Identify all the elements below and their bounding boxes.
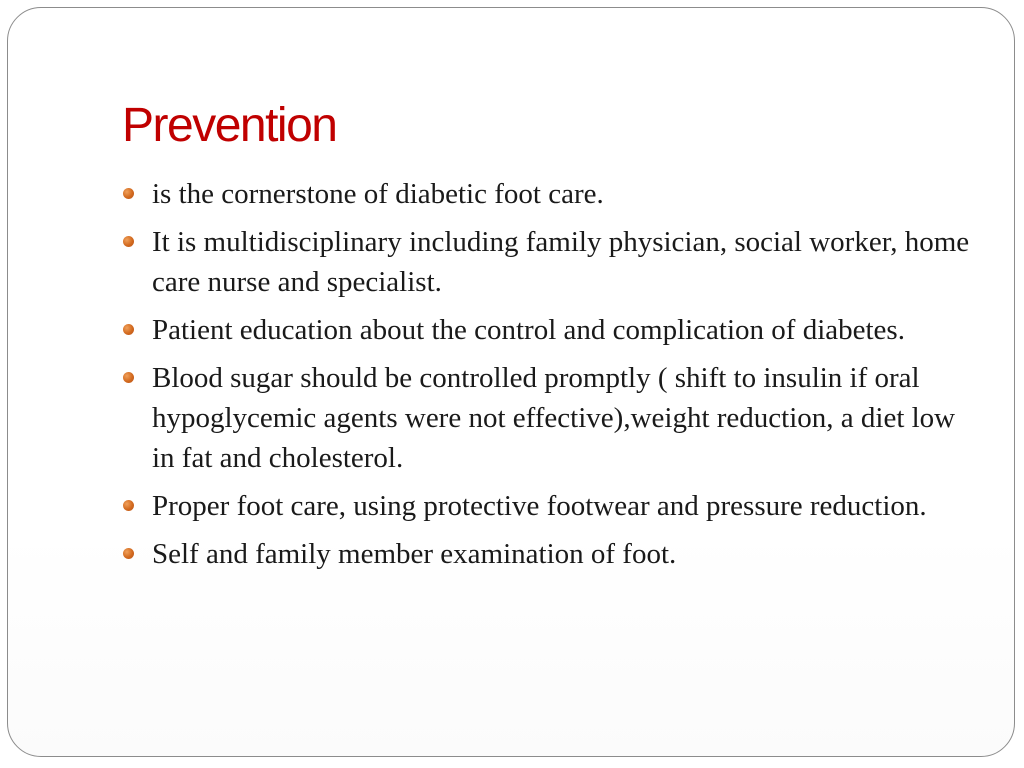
- bullet-item: [122, 310, 982, 350]
- bullet-text: Patient education about the control and complication of diabetes.: [152, 314, 905, 346]
- bullet-text: Proper foot care, using protective footwear and pressure reduction.: [152, 490, 927, 522]
- bullet-item: [122, 534, 982, 574]
- bullet-text: Self and family member examination of foot.: [152, 538, 677, 570]
- bullet-text: is the cornerstone of diabetic foot care.: [152, 178, 604, 210]
- bullet-item: [122, 358, 982, 478]
- bullet-text: Blood sugar should be controlled promptly ( shift to insulin if oral hypoglycemic agents were not effective),weight reduction, a diet low in fat and cholesterol.: [152, 362, 956, 474]
- bullet-dot-icon: [123, 500, 134, 511]
- bullet-dot-icon: [123, 188, 134, 199]
- bullet-dot-icon: [123, 324, 134, 335]
- bullet-item: [122, 222, 982, 302]
- bullet-list: [122, 174, 982, 582]
- bullet-item: [122, 486, 982, 526]
- slide-title: Prevention: [122, 99, 337, 152]
- slide: [7, 7, 1015, 757]
- bullet-dot-icon: [123, 372, 134, 383]
- bullet-text: It is multidisciplinary including family physician, social worker, home care nurse and specialist.: [152, 226, 970, 298]
- bullet-dot-icon: [123, 236, 134, 247]
- bullet-item: [122, 174, 982, 214]
- bullet-dot-icon: [123, 548, 134, 559]
